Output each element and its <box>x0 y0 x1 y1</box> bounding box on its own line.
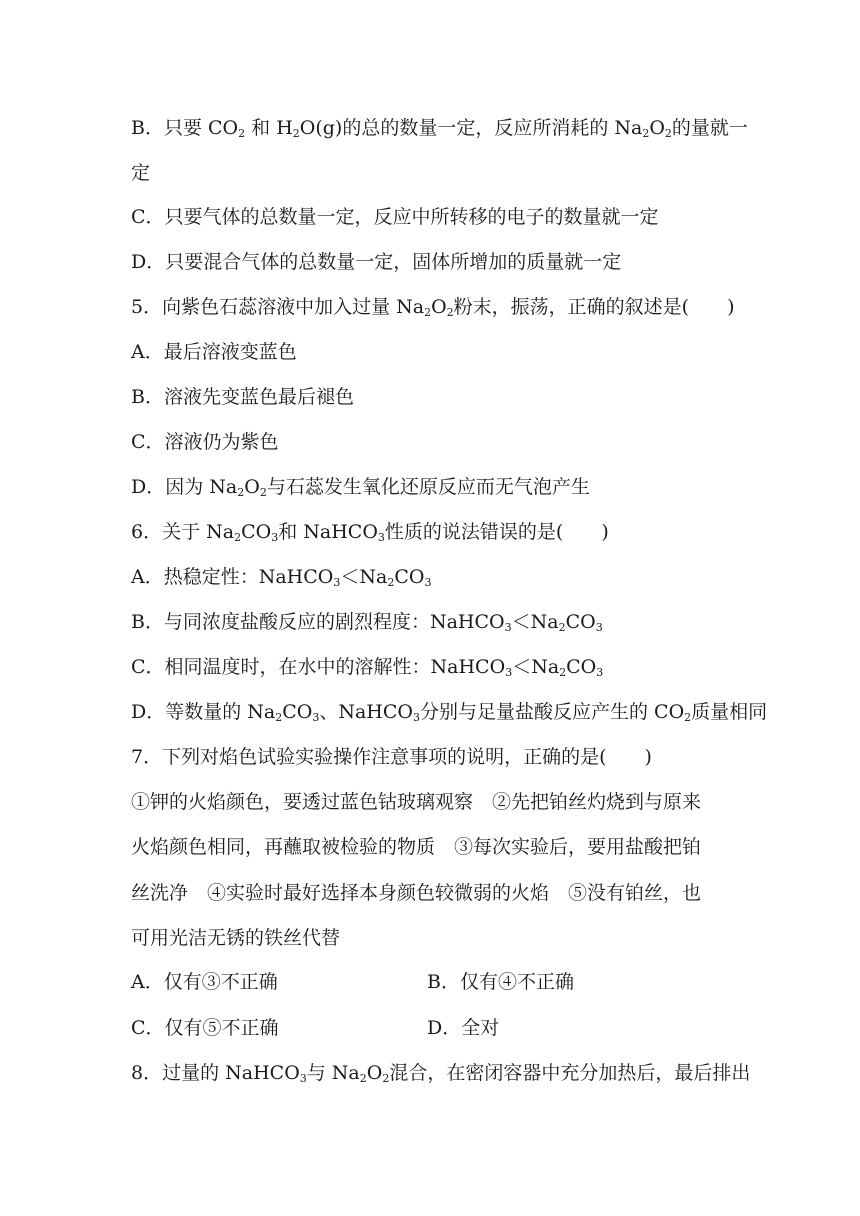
q4-option-b-continued: 定 <box>131 162 151 184</box>
q4-option-d: D．只要混合气体的总数量一定，固体所增加的质量就一定 <box>131 251 622 273</box>
q5-stem: 5．向紫色石蕊溶液中加入过量 $Na_2O_2$粉末，振荡，正确的叙述是( ) <box>131 296 735 319</box>
q6-stem: 6．关于 $Na_2CO_3$和 NaHCO$_3$性质的说法错误的是( ) <box>131 521 609 544</box>
q7-option-d: D．全对 <box>427 1017 500 1039</box>
q7-options-row-2 <box>131 1014 741 1042</box>
q7-option-c: C．仅有⑤不正确 <box>131 1017 279 1039</box>
q5-option-a: A．最后溶液变蓝色 <box>131 341 297 363</box>
q5-option-b: B．溶液先变蓝色最后褪色 <box>131 386 354 408</box>
q6-option-c: C．相同温度时，在水中的溶解性：$NaHCO_3<Na_2CO_3$ <box>131 656 604 679</box>
q6-option-d: D．等数量的 $Na_2CO_3$、NaHCO$_3$分别与足量盐酸反应产生的 $CO_2$质量相同 <box>131 701 768 724</box>
q7-body-line-3: 丝洗净 ④实验时最好选择本身颜色较微弱的火焰 ⑤没有铂丝，也 <box>131 882 702 904</box>
q8-stem: 8．过量的 NaHCO$_3$与 $Na_2O_2$混合，在密闭容器中充分加热后，最后排出 <box>131 1062 751 1085</box>
q7-option-a: A．仅有③不正确 <box>131 971 278 993</box>
q6-option-a: A．热稳定性：$NaHCO_3<Na_2CO_3$ <box>131 566 432 589</box>
q7-options-row-1 <box>131 968 741 996</box>
q4-option-c: C．只要气体的总数量一定，反应中所转移的电子的数量就一定 <box>131 206 659 228</box>
q6-option-b: B．与同浓度盐酸反应的剧烈程度：$NaHCO_3<Na_2CO_3$ <box>131 611 603 634</box>
q7-body-line-2: 火焰颜色相同，再蘸取被检验的物质 ③每次实验后，要用盐酸把铂 <box>131 836 702 858</box>
q7-stem: 7．下列对焰色试验实验操作注意事项的说明，正确的是( ) <box>131 746 652 768</box>
q5-option-d: D．因为 $Na_2O_2$与石蕊发生氧化还原反应而无气泡产生 <box>131 476 590 499</box>
q4-option-b: B．只要 $CO_2$ 和 $H_2O(g)$的总的数量一定，反应所消耗的 $Na_2O_2$的量就一 <box>131 117 748 140</box>
q7-option-b: B．仅有④不正确 <box>427 971 574 993</box>
q7-body-line-4: 可用光洁无锈的铁丝代替 <box>131 927 341 949</box>
q5-option-c: C．溶液仍为紫色 <box>131 431 279 453</box>
q7-body-line-1: ①钾的火焰颜色，要透过蓝色钴玻璃观察 ②先把铂丝灼烧到与原来 <box>131 791 702 813</box>
